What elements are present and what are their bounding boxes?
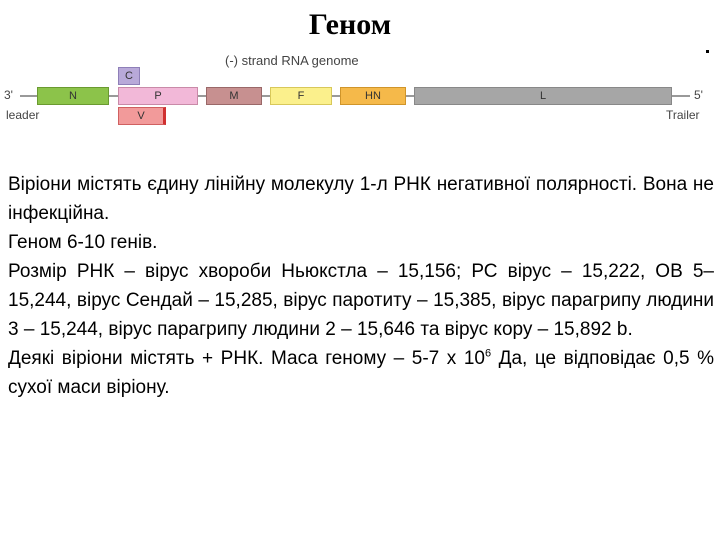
trailer-label: Trailer	[666, 108, 700, 122]
paragraph-genome-mass	[8, 344, 714, 402]
gene-hn-label: HN	[365, 90, 381, 102]
gene-hn	[340, 87, 406, 105]
gene-c	[118, 67, 140, 85]
diagram-caption: (-) strand RNA genome	[225, 53, 359, 68]
paragraph-structure: Віріони містять єдину лінійну молекулу 1-л РНК негативної полярності. Вона не інфекційна.	[8, 174, 714, 224]
gene-l	[414, 87, 672, 105]
gene-v-label: V	[137, 110, 145, 122]
decorative-dot	[706, 50, 709, 53]
right-end-label: 5'	[694, 88, 703, 102]
gene-n-label: N	[69, 90, 77, 102]
gene-p-label: P	[154, 90, 162, 102]
gene-m-label: M	[229, 90, 239, 102]
body-text	[8, 170, 714, 402]
genome-diagram	[0, 44, 720, 136]
genome-mass-text: Деякі віріони містять + РНК. Маса геному – 5-7 х 10	[8, 348, 485, 369]
gene-l-label: L	[539, 90, 547, 102]
gene-v	[118, 107, 166, 125]
gene-m	[206, 87, 262, 105]
paragraph-rna-size: Розмір РНК – вірус хвороби Ньюкстла – 15,156; РС вірус – 15,222, ОВ 5–15,244, вірус Сендай – 15,285, вірус паротиту – 15,385, вірус парагрипу людини 3 – 15,244, вірус парагрипу людини 2 – 15,646 та вірус кору – 15,892 b.	[8, 261, 714, 340]
left-end-label: 3'	[4, 88, 13, 102]
exponent: 6	[484, 347, 492, 360]
gene-n	[37, 87, 109, 105]
leader-label: leader	[6, 108, 40, 122]
page-title: Геном	[308, 8, 392, 41]
gene-p	[118, 87, 198, 105]
gene-f-label: F	[297, 90, 305, 102]
gene-f	[270, 87, 332, 105]
genome-mass-text-end: Да, це відповідає 0,5 % сухої маси віріону.	[8, 348, 714, 398]
paragraph-gene-count: Геном 6-10 генів.	[8, 232, 158, 253]
gene-c-label: C	[125, 70, 133, 82]
